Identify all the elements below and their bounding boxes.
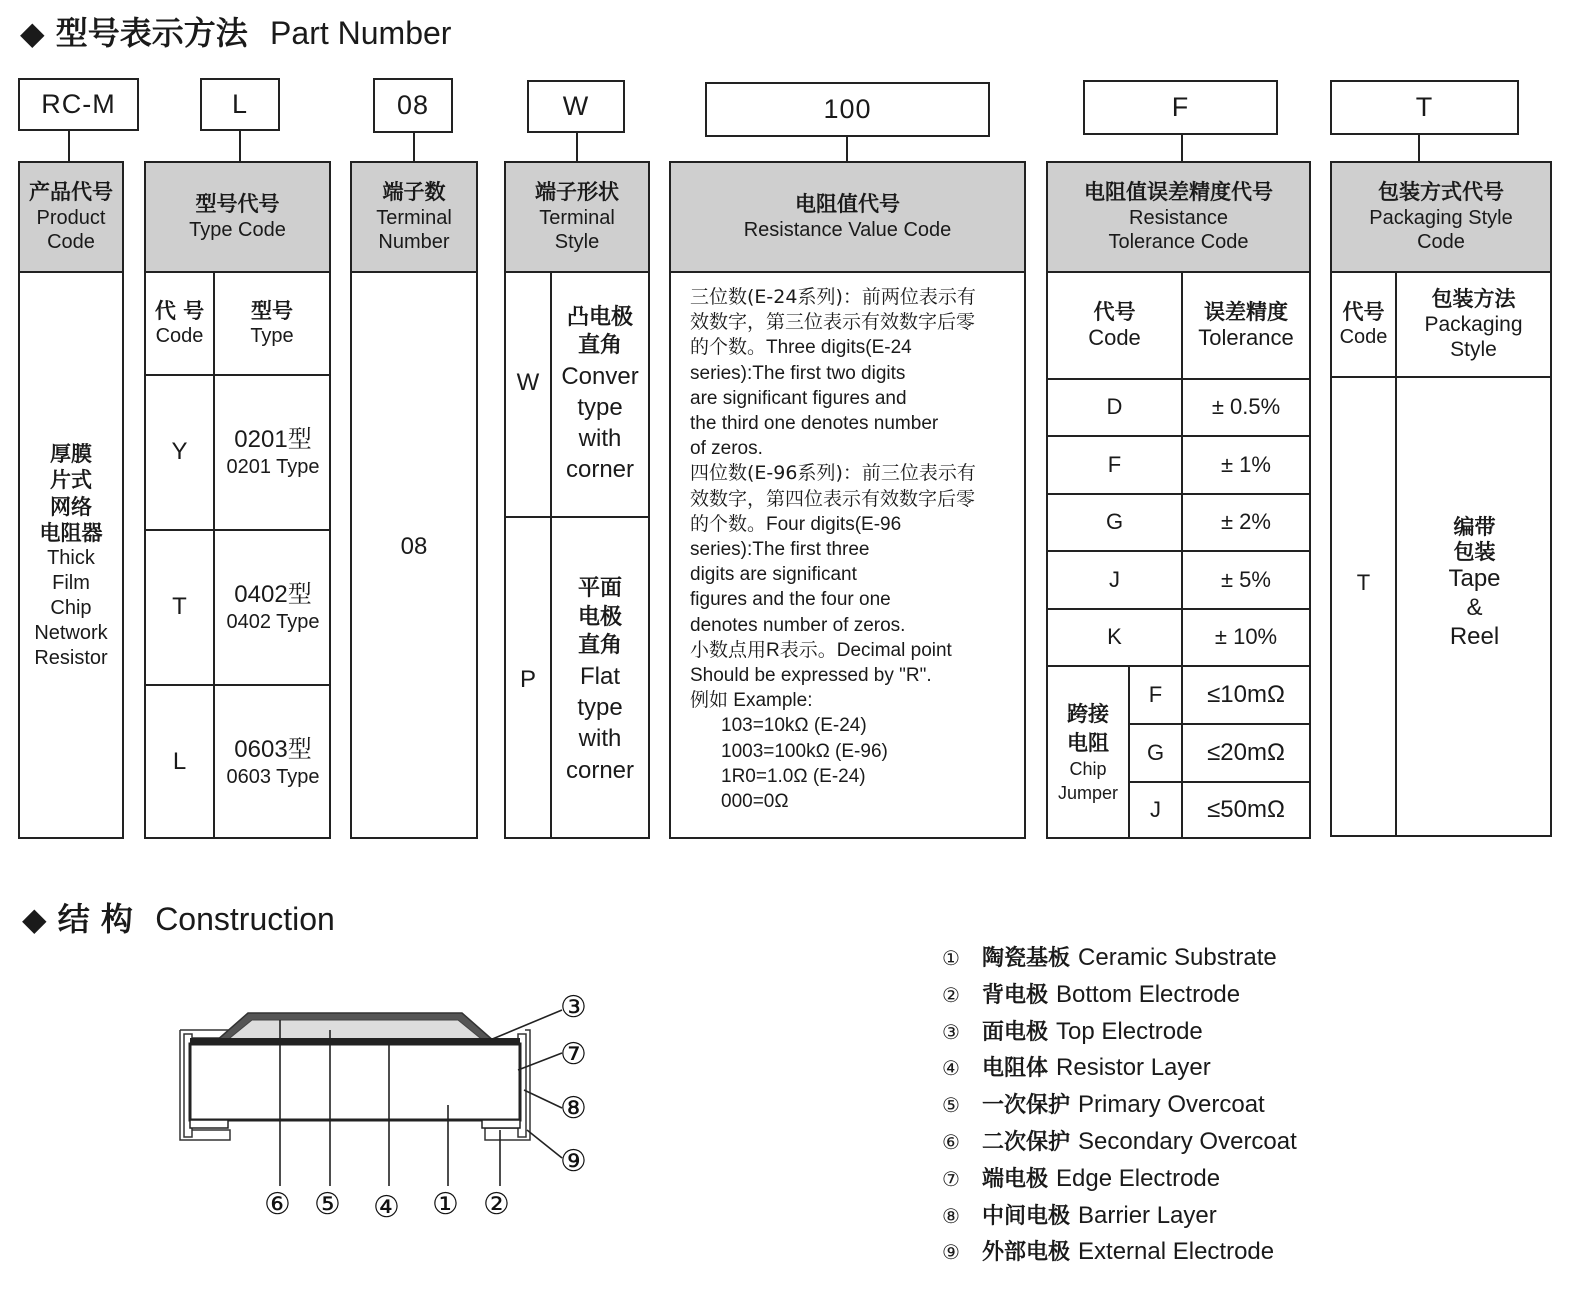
type-row-code: L [172, 748, 187, 776]
label-5: ⑤ [314, 1187, 341, 1222]
terminal-number-header: 端子数 Terminal Number [352, 163, 476, 273]
tolerance-header: 电阻值误差精度代号 Resistance Tolerance Code [1048, 163, 1309, 273]
resistance-description: 三位数(E-24系列)：前两位表示有 效数字，第三位表示有效数字后零 的个数。Three digits(E-24 series):The first two digits are significant figures and the third one denotes number of zeros. 四位数(E-96系列)：前三位表示有 效数字，第四位表示有效数字后零 的个数。Four digits(E-96 series):The first three digits are significant figures and the four one denotes number of zeros. 小数点用R表示。Decimal point Should be expressed by "R". 例如 Example: 103=10kΩ (E-24) 1003=100kΩ (E-96) 1R0=1.0Ω (E-24) 000=0Ω [690, 286, 976, 813]
tolerance-code: J [1109, 566, 1120, 592]
tolerance-value: ± 2% [1221, 509, 1271, 535]
legend-item: ② 背电极 Bottom Electrode [942, 980, 1241, 1008]
legend-item: ③ 面电极 Top Electrode [942, 1017, 1203, 1045]
packaging-sub-code: 代号 Code [1339, 299, 1388, 349]
product-code-body: 厚膜 片式 网络 电阻器 Thick Film Chip Network Resistor [34, 442, 108, 669]
jumper-code: G [1146, 739, 1165, 765]
type-code-header: 型号代号 Type Code [146, 163, 329, 273]
tolerance-code: D [1106, 394, 1123, 420]
chip-jumper-label: 跨接 电阻 Chip Jumper [1057, 702, 1119, 804]
jumper-code: J [1150, 796, 1161, 822]
code-box-terminal-number: 08 [373, 78, 453, 133]
packaging-method: 编带 包装 Tape & Reel [1448, 514, 1501, 650]
packaging-header: 包装方式代号 Packaging Style Code [1332, 163, 1550, 273]
construction-title: ◆ 结 构 Construction [22, 900, 335, 938]
legend-item: ⑥ 二次保护 Secondary Overcoat [942, 1127, 1297, 1155]
type-sub-code: 代 号 Code [154, 298, 205, 348]
tolerance-sub-tolerance: 误差精度 Tolerance [1198, 299, 1294, 350]
tolerance-value: ± 5% [1221, 566, 1271, 592]
label-4: ④ [373, 1190, 400, 1225]
tolerance-column [1046, 161, 1311, 839]
diamond-bullet-icon: ◆ [22, 900, 47, 938]
tolerance-code: K [1107, 624, 1122, 650]
jumper-value: ≤20mΩ [1207, 738, 1285, 766]
tolerance-code: G [1105, 509, 1124, 535]
label-8: ⑧ [560, 1091, 587, 1126]
label-1: ① [432, 1187, 459, 1222]
type-code-column [144, 161, 331, 839]
code-box-packaging: T [1330, 80, 1519, 135]
product-code-column [18, 161, 124, 839]
terminal-style-code: P [519, 666, 536, 694]
tolerance-value: ± 1% [1221, 451, 1271, 477]
diamond-bullet-icon: ◆ [20, 14, 45, 52]
label-7: ⑦ [560, 1037, 587, 1072]
code-box-type: L [200, 78, 280, 131]
connector-line [1181, 135, 1183, 162]
part-number-title: ◆ 型号表示方法 Part Number [20, 14, 452, 52]
type-row-value: 0603型 0603 Type [226, 736, 320, 788]
connector-line [413, 133, 415, 162]
tolerance-code: F [1107, 451, 1122, 477]
type-row-value: 0402型 0402 Type [226, 581, 320, 633]
tolerance-value: ± 10% [1214, 624, 1278, 650]
connector-line [1418, 135, 1420, 162]
type-row-value: 0201型 0201 Type [226, 426, 320, 478]
tolerance-sub-code: 代号 Code [1088, 299, 1141, 350]
terminal-style-desc: 平面 电极 直角 Flat type with corner [565, 576, 635, 784]
jumper-code: F [1148, 681, 1163, 707]
jumper-value: ≤10mΩ [1207, 680, 1285, 708]
connector-line [846, 137, 848, 162]
packaging-sub-method: 包装方法 Packaging Style [1424, 286, 1523, 362]
connector-line [239, 131, 241, 162]
connector-line [68, 131, 70, 162]
type-row-code: Y [171, 438, 188, 466]
terminal-style-desc: 凸电极 直角 Conver type with corner [561, 304, 639, 484]
type-row-code: T [172, 593, 187, 621]
label-6: ⑥ [264, 1187, 291, 1222]
code-box-resistance: 100 [705, 82, 990, 137]
code-box-tolerance: F [1083, 80, 1278, 135]
legend-item: ⑤ 一次保护 Primary Overcoat [942, 1091, 1265, 1119]
legend-item: ④ 电阻体 Resistor Layer [942, 1054, 1211, 1082]
code-box-product: RC-M [18, 78, 139, 131]
label-2: ② [483, 1187, 510, 1222]
resistance-header: 电阻值代号 Resistance Value Code [671, 163, 1024, 273]
terminal-style-column [504, 161, 650, 839]
terminal-style-header: 端子形状 Terminal Style [506, 163, 648, 273]
connector-line [576, 133, 578, 162]
legend-item: ⑦ 端电极 Edge Electrode [942, 1164, 1221, 1192]
tolerance-value: ± 0.5% [1211, 394, 1281, 420]
terminal-number-value: 08 [400, 532, 428, 560]
terminal-number-column [350, 161, 478, 839]
label-3: ③ [560, 990, 587, 1025]
type-sub-type: 型号 Type [250, 298, 294, 348]
product-code-header: 产品代号 Product Code [20, 163, 122, 273]
legend-item: ⑧ 中间电极 Barrier Layer [942, 1201, 1217, 1229]
construction-legend [942, 940, 1297, 1271]
label-9: ⑨ [560, 1144, 587, 1179]
terminal-style-code: W [516, 368, 540, 396]
legend-item: ⑨ 外部电极 External Electrode [942, 1238, 1275, 1266]
jumper-value: ≤50mΩ [1207, 795, 1285, 823]
resistance-column [669, 161, 1026, 839]
packaging-code: T [1356, 569, 1371, 595]
code-box-terminal-style: W [527, 80, 625, 133]
legend-item: ① 陶瓷基板 Ceramic Substrate [942, 944, 1277, 971]
packaging-column [1330, 161, 1552, 837]
resistor-cross-section-diagram [170, 980, 610, 1230]
